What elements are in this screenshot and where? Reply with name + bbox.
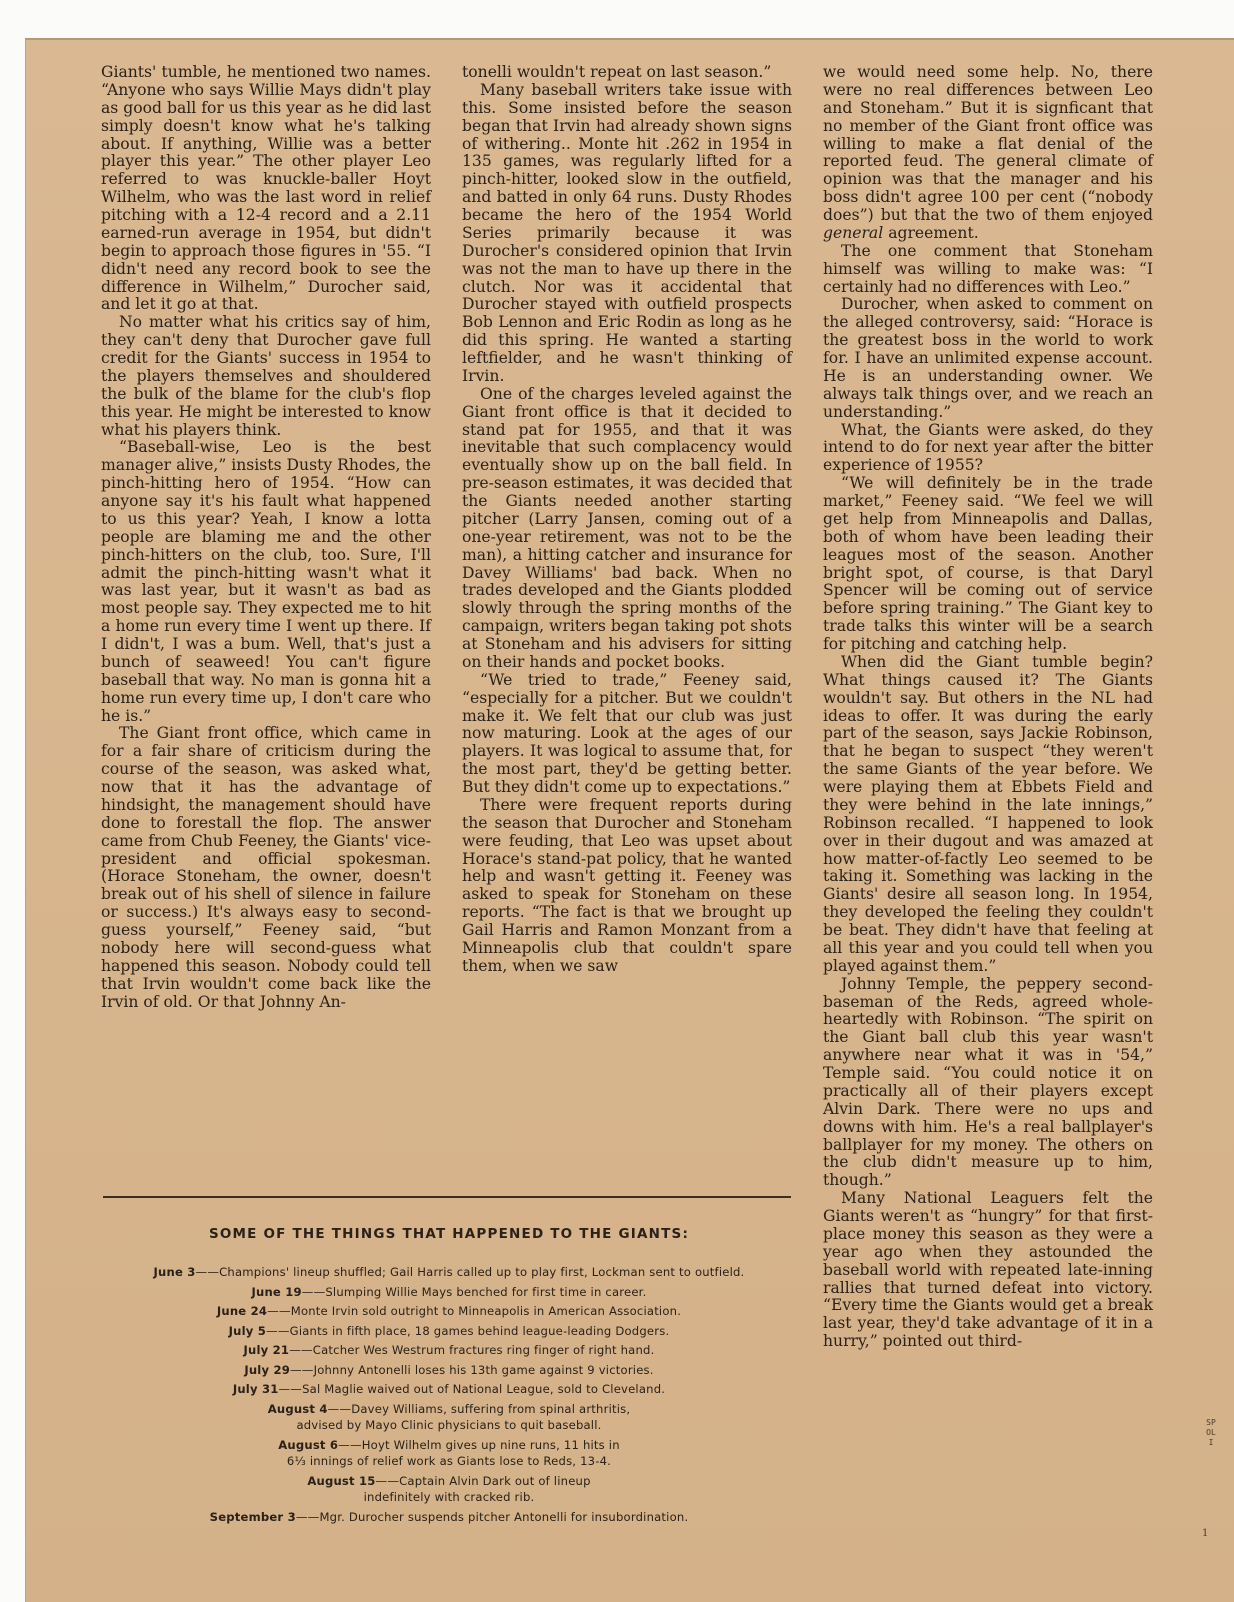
paragraph: No matter what his critics say of him, they can't deny that Durocher gave full credit for the Giants' success in 1954 to the players themselves and shouldered the bulk of the blame for the club's flop this year. He might be interested to know what his players think.	[101, 313, 431, 439]
timeline-event	[104, 1342, 794, 1359]
event-date: July 21	[243, 1343, 290, 1357]
event-text: Slumping Willie Mays benched for first time in career.	[325, 1284, 647, 1299]
sidebar-title: SOME OF THE THINGS THAT HAPPENED TO THE GIANTS:	[208, 1226, 690, 1242]
event-text: Monte Irvin sold outright to Minneapolis in American Association.	[290, 1304, 682, 1318]
event-dash: ——	[290, 1362, 314, 1377]
article-column-2	[462, 64, 792, 976]
paragraph: There were frequent reports during the season that Durocher and Stoneham were feuding, that Leo was upset about Horace's stand-pat policy, that he wanted help and wasn't getting it. Feeney was asked to speak for Stoneham on these reports. “The fact is that we brought up Gail Harris and Ramon Monzant from a Minneapolis club that couldn't spare them, when we saw	[462, 795, 792, 975]
paragraph: The one comment that Stoneham himself was willing to make was: “I certainly had no differences with Leo.”	[823, 241, 1153, 296]
event-dash: ——	[266, 1323, 290, 1338]
event-dash: ——	[375, 1473, 400, 1488]
timeline-event	[104, 1509, 794, 1526]
article-column-1	[101, 64, 431, 1011]
event-text: Mgr. Durocher suspends pitcher Antonelli for insubordination.	[319, 1509, 689, 1524]
event-dash: ——	[327, 1401, 352, 1416]
paragraph: One of the charges leveled against the Giant front office is that it decided to stand pat for 1955, and that it was inevitable that such complacency would eventually show up on the ball field. In pre-season estimates, it was decided that the Giants needed another starting pitcher (Larry Jansen, coming out of a one-year retirement, was not to be the man), a hitting catcher and insurance for Davey Williams' bad back. When no trades developed and the Giants plodded slowly through the spring months of the campaign, writers began taking pot shots at Stoneham and his advisers for sitting on their hands and pocket books.	[462, 384, 792, 671]
event-text-cont: 6⅓ innings of relief work as Giants lose to Reds, 13-4.	[286, 1454, 612, 1468]
paragraph: “We tried to trade,” Feeney said, “especially for a pitcher. But we couldn't make it. We felt that our club was just now maturing. Look at the ages of our players. It was logical to assume that, for the most part, they'd be getting better. But they didn't come up to expectations.”	[462, 670, 792, 796]
event-text: Sal Maglie waived out of National League, sold to Cleveland.	[302, 1382, 666, 1396]
text: we would need some help. No, there were no real differences between Leo and Stoneham.” But it is signficant that no member of the Giant front office was willing to make a flat denial of the reported feud. The general climate of opinion was that the manager and his boss didn't agree 100 per cent (“nobody does”) but that the two of them enjoyed	[823, 63, 1153, 224]
paragraph: tonelli wouldn't repeat on last season.”	[462, 63, 772, 81]
event-text: Giants in fifth place, 18 games behind league-leading Dodgers.	[289, 1323, 670, 1338]
paragraph: Many baseball writers take issue with this. Some insisted before the season began that Irvin had already shown signs of withering.. Monte hit .262 in 1954 in 135 games, was regularly lifted for a pinch-hitter, looked slow in the outfield, and batted in only 64 runs. Dusty Rhodes became the hero of the 1954 World Series primarily because it was Durocher's considered opinion that Irvin was not the man to have up there in the clutch. Nor was it accidental that Durocher stayed with outfield prospects Bob Lennon and Eric Rodin as long as he did this spring. He wanted a starting leftfielder, and he wasn't thinking of Irvin.	[462, 80, 792, 385]
timeline-event	[104, 1362, 794, 1379]
paragraph: What, the Giants were asked, do they intend to do for next year after the bitter experience of 1955?	[823, 420, 1153, 475]
paragraph: Many National Leaguers felt the Giants weren't as “hungry” for that first-place money this season as they were a year ago when they astounded the baseball world with repeated late-inning rallies that turned defeat into victory. “Every time the Giants would get a break last year, they'd take advantage of it in a hurry,” pointed out third-	[823, 1189, 1153, 1351]
event-date: July 5	[228, 1323, 267, 1338]
event-date: June 3	[153, 1265, 196, 1279]
event-text-cont: advised by Mayo Clinic physicians to quit baseball.	[296, 1418, 602, 1432]
event-text-cont: indefinitely with cracked rib.	[363, 1490, 535, 1504]
event-date: August 6	[278, 1437, 339, 1452]
event-date: July 29	[244, 1362, 290, 1377]
event-date: August 4	[267, 1401, 328, 1416]
timeline-event	[104, 1473, 794, 1506]
timeline-sidebar	[104, 1226, 794, 1528]
paragraph: “We will definitely be in the trade market,” Feeney said. “We feel we will get help from Minneapolis and Dallas, both of whom have been leading their leagues most of the season. Another bright spot, of course, is that Daryl Spencer will be coming out of service before spring training.” The Giant key to trade talks this winter will be a search for pitching and catching help.	[823, 474, 1153, 653]
timeline-event	[104, 1381, 794, 1398]
event-list	[104, 1264, 794, 1525]
divider-rule	[103, 1196, 791, 1198]
event-text: Davey Williams, suffering from spinal arthritis,	[351, 1401, 631, 1416]
paragraph	[823, 64, 1153, 243]
event-date: August 15	[307, 1473, 376, 1488]
event-dash: ——	[338, 1437, 362, 1452]
event-dash: ——	[289, 1343, 313, 1357]
timeline-event	[104, 1264, 794, 1281]
event-date: September 3	[209, 1509, 296, 1524]
page-mark: 1	[1202, 1528, 1209, 1539]
timeline-event	[104, 1323, 794, 1340]
event-date: June 19	[251, 1284, 302, 1299]
event-dash: ——	[195, 1265, 220, 1279]
event-date: June 24	[216, 1304, 268, 1318]
event-text: Champions' lineup shuffled; Gail Harris called up to play first, Lockman sent to outfield.	[219, 1265, 745, 1279]
event-date: July 31	[232, 1382, 279, 1396]
event-text: Hoyt Wilhelm gives up nine runs, 11 hits in	[361, 1437, 620, 1452]
paragraph: The Giant front office, which came in for a fair share of criticism during the course of the season, was asked what, now that it has the advantage of hindsight, the management should have done to forestall the flop. The answer came from Chub Feeney, the Giants' vice-president and official spokesman. (Horace Stoneham, the owner, doesn't break out of his shell of silence in failure or success.) It's always easy to second-guess yourself,” Feeney said, “but nobody here will second-guess what happened this season. Nobody could tell that Irvin wouldn't come back like the Irvin of old. Or that Johnny An-	[101, 724, 431, 1011]
event-dash: ——	[267, 1304, 291, 1318]
paragraph: Durocher, when asked to comment on the alleged controversy, said: “Horace is the greatest boss in the world to work for. I have an unlimited expense account. He is an understanding owner. We always talk things over, and we reach an understanding.”	[823, 295, 1153, 421]
margin-code: SPOLI	[1206, 1418, 1216, 1447]
paragraph: “Baseball-wise, Leo is the best manager alive,” insists Dusty Rhodes, the pinch-hitting hero of 1954. “How can anyone say it's his fault what happened to us this year? Yeah, I know a lotta people are blaming me and the other pinch-hitters on the club, too. Sure, I'll admit the pinch-hitting wasn't what it was last year, but it wasn't as bad as most people say. They expected me to hit a home run every time I went up there. If I didn't, I was a bum. Well, that's just a bunch of seaweed! You can't figure baseball that way. No man is gonna hit a home run every time up, I don't care who he is.”	[101, 438, 431, 725]
event-text: Captain Alvin Dark out of lineup	[399, 1473, 591, 1488]
event-text: Johnny Antonelli loses his 13th game against 9 victories.	[313, 1362, 654, 1377]
paragraph: Giants' tumble, he mentioned two names. “Anyone who says Willie Mays didn't play as good ball for us this year as he did last simply doesn't know what he's talking about. If anything, Willie was a better player this year.” The other player Leo referred to was knuckle-baller Hoyt Wilhelm, who was the last word in relief pitching with a 12-4 record and a 2.11 earned-run average in 1954, but didn't begin to approach those figures in '55. “I didn't need any record book to see the difference in Wilhelm,” Durocher said, and let it go at that.	[101, 63, 431, 314]
italic-text: general	[823, 223, 884, 242]
paragraph: When did the Giant tumble begin? What things caused it? The Giants wouldn't say. But others in the NL had ideas to offer. It was during the early part of the season, says Jackie Robinson, that he began to suspect “they weren't the same Giants of the year before. We were playing them at Ebbets Field and they were behind in the late innings,” Robinson recalled. “I happened to look over in their dugout and was amazed at how matter-of-factly Leo seemed to be taking it. Something was lacking in the Giants' desire all season long. In 1954, they developed the feeling they couldn't be beat. They didn't have that feeling at all this year and you could tell when you played against them.”	[823, 652, 1153, 975]
paragraph: Johnny Temple, the peppery second-baseman of the Reds, agreed whole-heartedly with Robinson. “The spirit on the Giant ball club this year wasn't anywhere near what it was in '54,” Temple said. “You could notice it on practically all of their players except Alvin Dark. There were no ups and downs with him. He's a real ballplayer's ballplayer for my money. The others on the club didn't measure up to him, though.”	[823, 974, 1153, 1190]
timeline-event	[104, 1401, 794, 1434]
event-text: Catcher Wes Westrum fractures ring finger of right hand.	[312, 1343, 655, 1357]
event-dash: ——	[295, 1509, 320, 1524]
event-dash: ——	[278, 1382, 303, 1396]
event-dash: ——	[301, 1284, 326, 1299]
article-column-3	[823, 64, 1153, 1351]
timeline-event	[104, 1284, 794, 1301]
text: agreement.	[883, 223, 979, 242]
timeline-event	[104, 1437, 794, 1470]
timeline-event	[104, 1303, 794, 1320]
